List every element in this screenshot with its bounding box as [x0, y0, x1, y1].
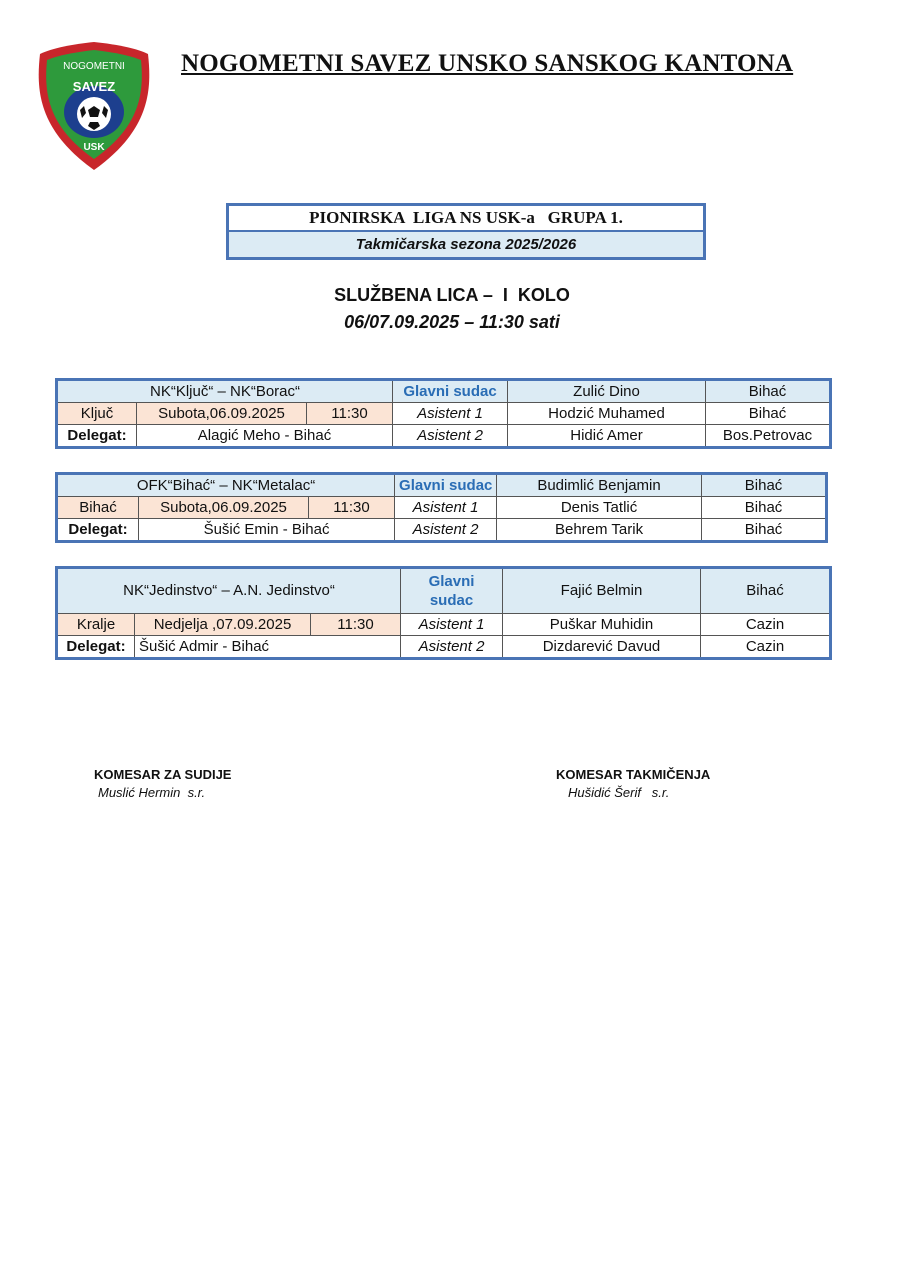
referee-label: Glavni sudac — [395, 474, 497, 497]
svg-text:SAVEZ: SAVEZ — [72, 79, 116, 94]
assistant1-label: Asistent 1 — [401, 614, 503, 636]
referee-label — [401, 568, 503, 614]
match-table — [55, 566, 832, 660]
match-date: Subota,06.09.2025 — [139, 497, 309, 519]
organization-title: NOGOMETNI SAVEZ UNSKO SANSKOG KANTONA — [181, 50, 794, 77]
referee-label: Glavni sudac — [393, 380, 508, 403]
venue: Ključ — [57, 403, 137, 425]
match-time: 11:30 — [307, 403, 393, 425]
match-date: Nedjelja ,07.09.2025 — [135, 614, 311, 636]
referee-name: Zulić Dino — [508, 380, 706, 403]
delegate-name: Šušić Admir - Bihać — [135, 636, 401, 659]
assistant2-name: Dizdarević Davud — [503, 636, 701, 659]
assistant2-label: Asistent 2 — [393, 425, 508, 448]
referee-name: Fajić Belmin — [503, 568, 701, 614]
delegate-name: Alagić Meho - Bihać — [137, 425, 393, 448]
referee-commissioner-signature — [94, 767, 231, 800]
assistant1-label: Asistent 1 — [395, 497, 497, 519]
svg-text:USK: USK — [83, 142, 105, 153]
season-label: Takmičarska sezona 2025/2026 — [229, 232, 703, 257]
referee-name: Budimlić Benjamin — [497, 474, 702, 497]
delegate-label: Delegat: — [57, 519, 139, 542]
referee-label-line2: sudac — [429, 592, 474, 609]
assistant2-city: Bihać — [702, 519, 827, 542]
svg-text:NOGOMETNI: NOGOMETNI — [63, 61, 125, 72]
assistant1-name: Denis Tatlić — [497, 497, 702, 519]
assistant1-city: Bihać — [706, 403, 831, 425]
venue: Kralje — [57, 614, 135, 636]
venue: Bihać — [57, 497, 139, 519]
assistant2-label: Asistent 2 — [395, 519, 497, 542]
league-name: PIONIRSKA LIGA NS USK-a GRUPA 1. — [229, 206, 703, 232]
round-title: SLUŽBENA LICA – I KOLO — [334, 285, 570, 305]
signature-name: Muslić Hermin s.r. — [98, 785, 206, 800]
referee-city: Bihać — [706, 380, 831, 403]
league-info-box — [226, 203, 706, 260]
assistant1-city: Bihać — [702, 497, 827, 519]
match-date: Subota,06.09.2025 — [137, 403, 307, 425]
round-datetime: 06/07.09.2025 – 11:30 sati — [344, 312, 560, 332]
match-table — [55, 472, 828, 543]
assistant2-name: Behrem Tarik — [497, 519, 702, 542]
assistant2-city: Bos.Petrovac — [706, 425, 831, 448]
match-time: 11:30 — [311, 614, 401, 636]
match-teams: OFK“Bihać“ – NK“Metalac“ — [57, 474, 395, 497]
assistant1-city: Cazin — [701, 614, 831, 636]
assistant1-label: Asistent 1 — [393, 403, 508, 425]
delegate-name: Šušić Emin - Bihać — [139, 519, 395, 542]
competition-commissioner-signature — [556, 767, 710, 800]
assistant1-name: Hodzić Muhamed — [508, 403, 706, 425]
delegate-label: Delegat: — [57, 636, 135, 659]
signature-name: Hušidić Šerif s.r. — [568, 785, 670, 800]
referee-city: Bihać — [701, 568, 831, 614]
assistant2-name: Hidić Amer — [508, 425, 706, 448]
referee-city: Bihać — [702, 474, 827, 497]
signature-title: KOMESAR TAKMIČENJA — [556, 767, 711, 782]
match-teams: NK“Ključ“ – NK“Borac“ — [57, 380, 393, 403]
match-teams: NK“Jedinstvo“ – A.N. Jedinstvo“ — [57, 568, 401, 614]
assistant2-city: Cazin — [701, 636, 831, 659]
signature-title: KOMESAR ZA SUDIJE — [94, 767, 232, 782]
referee-label-line1: Glavni — [428, 573, 475, 590]
delegate-label: Delegat: — [57, 425, 137, 448]
match-table — [55, 378, 832, 449]
association-logo — [34, 40, 154, 172]
assistant1-name: Puškar Muhidin — [503, 614, 701, 636]
match-time: 11:30 — [309, 497, 395, 519]
assistant2-label: Asistent 2 — [401, 636, 503, 659]
